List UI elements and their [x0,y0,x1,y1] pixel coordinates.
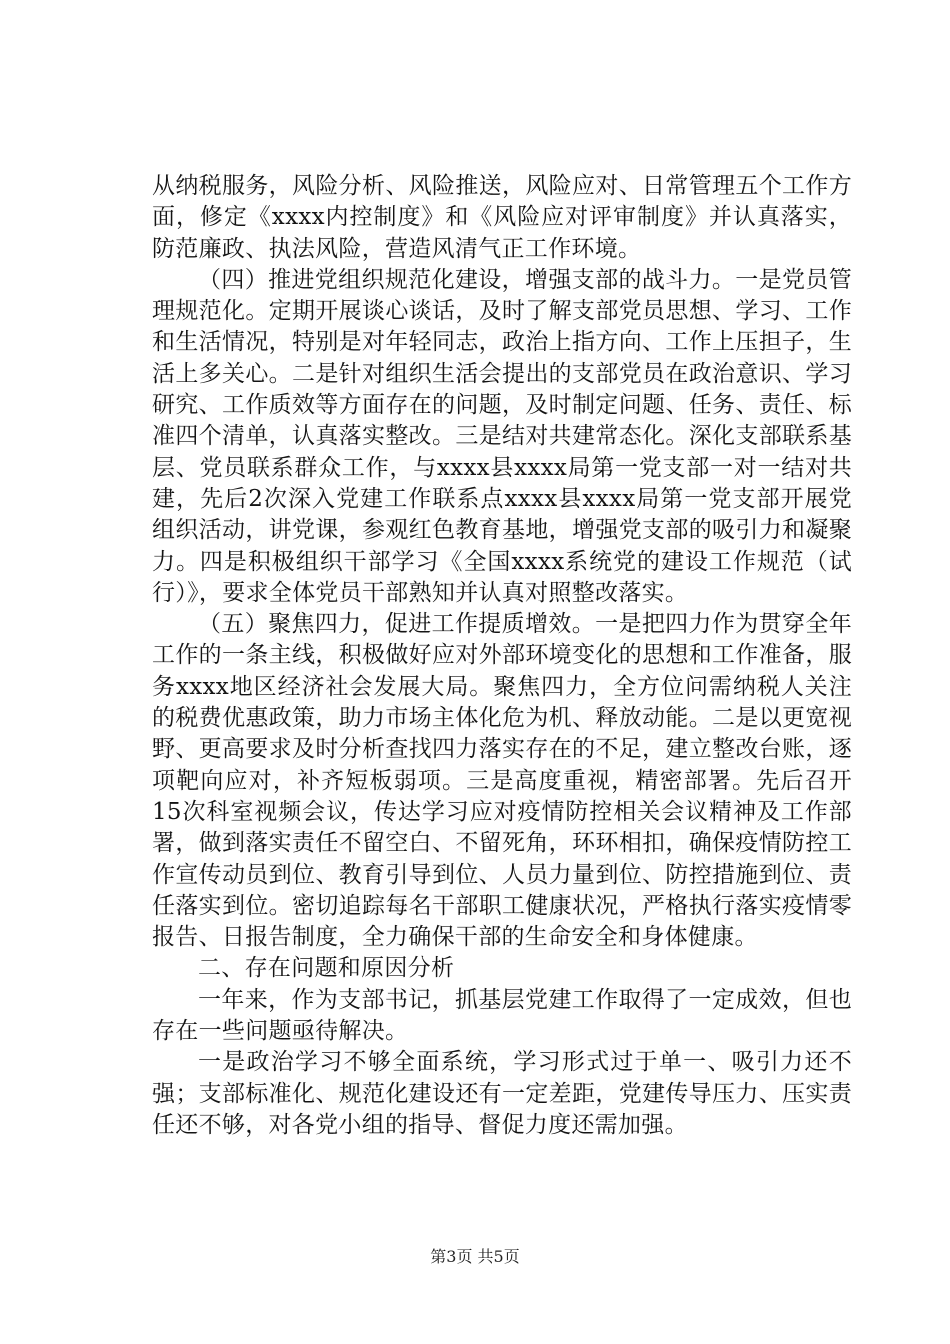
paragraph-problem-one: 一是政治学习不够全面系统，学习形式过于单一、吸引力还不强；支部标准化、规范化建设还有一定差距，党建传导压力、压实责任还不够，对各党小组的指导、督促力度还需加强。 [152,1049,852,1138]
paragraph-section-four: （四）推进党组织规范化建设，增强支部的战斗力。一是党员管理规范化。定期开展谈心谈话，及时了解支部党员思想、学习、工作和生活情况，特别是对年轻同志，政治上指方向、工作上压担子，生活上多关心。二是针对组织生活会提出的支部党员在政治意识、学习研究、工作质效等方面存在的问题，及时制定问题、任务、责任、标准四个清单，认真落实整改。三是结对共建常态化。深化支部联系基层、党员联系群众工作，与xxxx县xxxx局第一党支部一对一结对共建，先后2次深入党建工作联系点xxxx县xxxx局第一党支部开展党组织活动，讲党课，参观红色教育基地，增强党支部的吸引力和凝聚力。四是积极组织干部学习《全国xxxx系统党的建设工作规范（试行）》，要求全体党员干部熟知并认真对照整改落实。 [152,266,852,606]
paragraph-summary: 一年来，作为支部书记，抓基层党建工作取得了一定成效，但也存在一些问题亟待解决。 [152,986,852,1045]
document-body [152,171,852,1141]
page-number-footer: 第3页 共5页 [430,1247,520,1266]
paragraph-continuation: 从纳税服务，风险分析、风险推送，风险应对、日常管理五个工作方面，修定《xxxx内控制度》和《风险应对评审制度》并认真落实，防范廉政、执法风险，营造风清气正工作环境。 [152,173,852,262]
section-heading-problems: 二、存在问题和原因分析 [198,955,455,982]
paragraph-section-five: （五）聚焦四力，促进工作提质增效。一是把四力作为贯穿全年工作的一条主线，积极做好应对外部环境变化的思想和工作准备，服务xxxx地区经济社会发展大局。聚焦四力，全方位问需纳税人关注的税费优惠政策，助力市场主体化危为机、释放动能。二是以更宽视野、更高要求及时分析查找四力落实存在的不足，建立整改台账，逐项靶向应对，补齐短板弱项。三是高度重视，精密部署。先后召开15次科室视频会议，传达学习应对疫情防控相关会议精神及工作部署，做到落实责任不留空白、不留死角，环环相扣，确保疫情防控工作宣传动员到位、教育引导到位、人员力量到位、防控措施到位、责任落实到位。密切追踪每名干部职工健康状况，严格执行落实疫情零报告、日报告制度，全力确保干部的生命安全和身体健康。 [152,611,852,951]
